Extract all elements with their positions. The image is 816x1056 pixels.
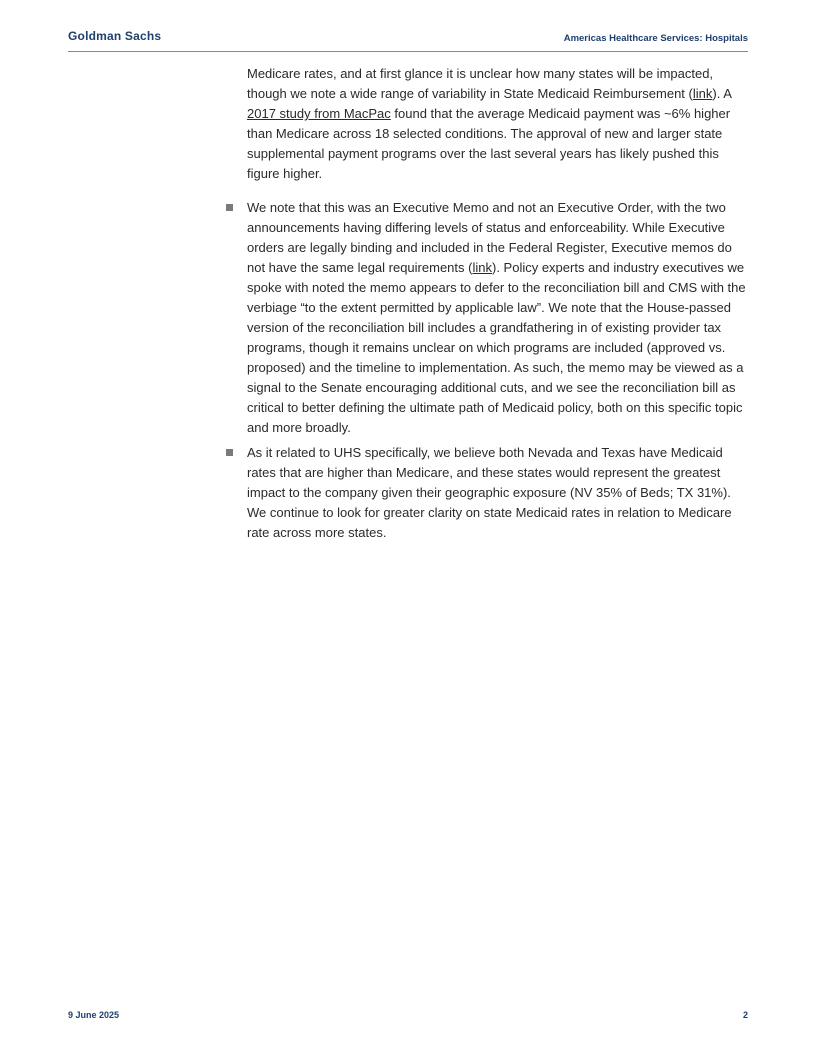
body-content [247, 64, 751, 548]
report-date: 9 June 2025 [68, 1010, 120, 1020]
page-number: 2 [742, 1010, 748, 1020]
square-bullet-icon [226, 449, 233, 456]
square-bullet-icon [226, 204, 233, 211]
macpac-study-link[interactable]: 2017 study from MacPac [247, 106, 391, 121]
continuation-paragraph [247, 64, 751, 184]
para-text-2: ). A [712, 86, 732, 101]
bullet-item-executive-memo [247, 198, 751, 438]
bullet-text [247, 198, 751, 438]
para-text-3: found that the average Medicaid payment was ~6% higher than Medicare across 18 selected conditions. The approval of new and larger state supplemental payment programs over the last several years has likely pushed this figure higher. [247, 106, 731, 181]
medicaid-reimbursement-link[interactable]: link [692, 86, 713, 101]
bullet-item-uhs [247, 443, 751, 543]
header-divider [68, 51, 748, 52]
brand-name: Goldman Sachs [68, 29, 162, 43]
executive-memo-link[interactable]: link [472, 260, 492, 275]
bullet-text: As it related to UHS specifically, we believe both Nevada and Texas have Medicaid rates that are higher than Medicare, and these states would represent the greatest impact to the company given their geographic exposure (NV 35% of Beds; TX 31%). We continue to look for greater clarity on state Medicaid rates in relation to Medicare rate across more states. [247, 445, 732, 540]
bullet-text-2: ). Policy experts and industry executives we spoke with noted the memo appears to defer to the reconciliation bill and CMS with the verbiage “to the extent permitted by applicable law”. We note that the House-passed version of the reconciliation bill includes a grandfathering in of existing provider tax programs, though it remains unclear on which programs are included (approved vs. proposed) and the timeline to implementation. As such, the memo may be viewed as a signal to the Senate encouraging additional cuts, and we see the reconciliation bill as critical to better defining the ultimate path of Medicaid policy, both on this specific topic and more broadly. [247, 260, 746, 435]
report-section-title: Americas Healthcare Services: Hospitals [563, 33, 748, 44]
para-text-1: Medicare rates, and at first glance it is unclear how many states will be impacted, though we note a wide range of variability in State Medicaid Reimbursement ( [247, 66, 714, 101]
bullet-text-1: We note that this was an Executive Memo and not an Executive Order, with the two announcements having differing levels of status and enforceability. While Executive orders are legally binding and included in the Federal Register, Executive memos do not have the same legal requirements ( [247, 200, 732, 275]
